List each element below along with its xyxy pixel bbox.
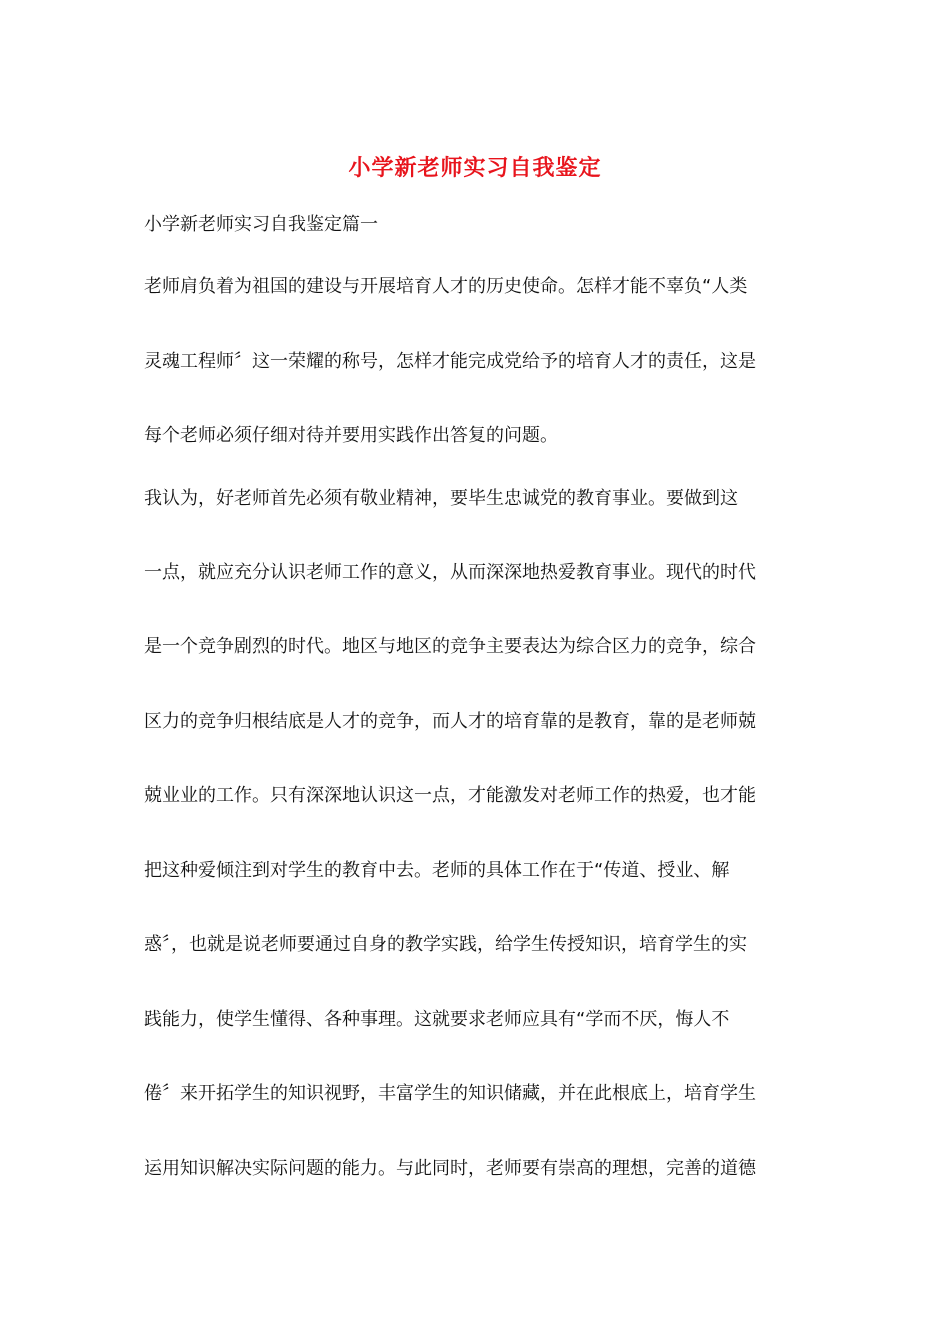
body-line: 运用知识解决实际问题的能力。与此同时，老师要有崇高的理想，完善的道德 (144, 1158, 756, 1179)
body-line: 灵魂工程师〞这一荣耀的称号，怎样才能完成党给予的培育人才的责任，这是 (144, 351, 756, 372)
body-line: 惑〞，也就是说老师要通过自身的教学实践，给学生传授知识，培育学生的实 (144, 934, 747, 955)
body-line: 我认为，好老师首先必须有敬业精神，要毕生忠诚党的教育事业。要做到这 (144, 488, 738, 509)
body-line: 区力的竞争归根结底是人才的竞争，而人才的培育靠的是教育，靠的是老师兢 (144, 711, 756, 732)
body-line: 兢业业的工作。只有深深地认识这一点，才能激发对老师工作的热爱，也才能 (144, 785, 756, 806)
body-line: 倦〞来开拓学生的知识视野，丰富学生的知识储藏，并在此根底上，培育学生 (144, 1083, 756, 1104)
body-line: 老师肩负着为祖国的建设与开展培育人才的历史使命。怎样才能不辜负“人类 (144, 276, 748, 297)
body-line: 是一个竞争剧烈的时代。地区与地区的竞争主要表达为综合区力的竞争，综合 (144, 636, 756, 657)
document-title: 小学新老师实习自我鉴定 (348, 155, 602, 181)
body-line: 把这种爱倾注到对学生的教育中去。老师的具体工作在于“传道、授业、解 (144, 860, 730, 881)
section-heading: 小学新老师实习自我鉴定篇一 (144, 214, 378, 235)
body-line: 每个老师必须仔细对待并要用实践作出答复的问题。 (144, 425, 558, 446)
body-line: 践能力，使学生懂得、各种事理。这就要求老师应具有“学而不厌，悔人不 (144, 1009, 730, 1030)
body-line: 一点，就应充分认识老师工作的意义，从而深深地热爱教育事业。现代的时代 (144, 562, 756, 583)
